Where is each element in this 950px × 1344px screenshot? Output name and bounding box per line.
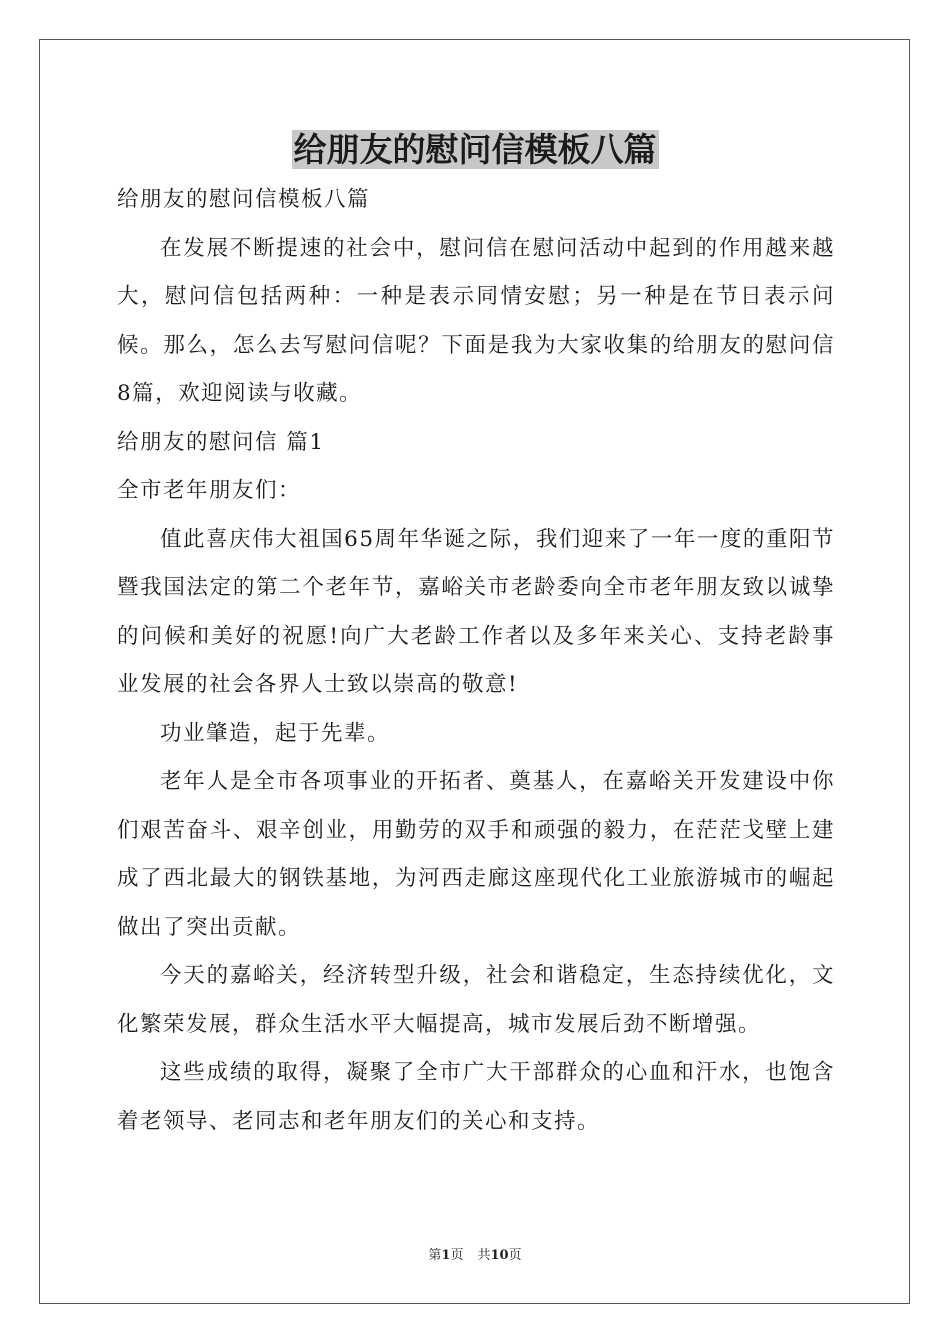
body-paragraph: 老年人是全市各项事业的开拓者、奠基人，在嘉峪关开发建设中你们艰苦奋斗、艰辛创业，用勤劳的双手和顽强的毅力，在茫茫戈壁上建成了西北最大的钢铁基地，为河西走廊这座现代化工业旅游城市的崛起做出了突出贡献。 [117, 769, 835, 940]
total-prefix: 共 [477, 1248, 491, 1263]
section-heading: 给朋友的慰问信 篇1 [117, 429, 325, 455]
salutation: 全市老年朋友们： [117, 478, 302, 503]
page-footer [0, 1244, 950, 1263]
document-body [117, 176, 835, 1146]
body-paragraph: 这些成绩的取得，凝聚了全市广大干部群众的心血和汗水，也饱含着老领导、老同志和老年朋友们的关心和支持。 [117, 1060, 835, 1134]
document-title: 给朋友的慰问信模板八篇 [293, 130, 657, 169]
page-prefix: 第 [428, 1248, 442, 1263]
body-paragraph: 今天的嘉峪关，经济转型升级，社会和谐稳定，生态持续优化，文化繁荣发展，群众生活水平大幅提高，城市发展后劲不断增强。 [117, 963, 835, 1037]
page-number: 1 [441, 1248, 451, 1263]
total-pages: 10 [490, 1248, 509, 1263]
page-suffix: 页 [450, 1248, 464, 1263]
subtitle-line: 给朋友的慰问信模板八篇 [117, 187, 371, 212]
body-paragraph: 值此喜庆伟大祖国65周年华诞之际，我们迎来了一年一度的重阳节暨我国法定的第二个老年节，嘉峪关市老龄委向全市老年朋友致以诚挚的问候和美好的祝愿!向广大老龄工作者以及多年来关心、支持老龄事业发展的社会各界人士致以崇高的敬意! [117, 526, 835, 697]
total-suffix: 页 [508, 1248, 522, 1263]
body-paragraph: 功业肇造，起于先辈。 [160, 720, 391, 746]
intro-paragraph: 在发展不断提速的社会中，慰问信在慰问活动中起到的作用越来越大，慰问信包括两种：一种是表示同情安慰；另一种是在节日表示问候。那么，怎么去写慰问信呢？下面是我为大家收集的给朋友的慰问信8篇，欢迎阅读与收藏。 [117, 235, 835, 406]
